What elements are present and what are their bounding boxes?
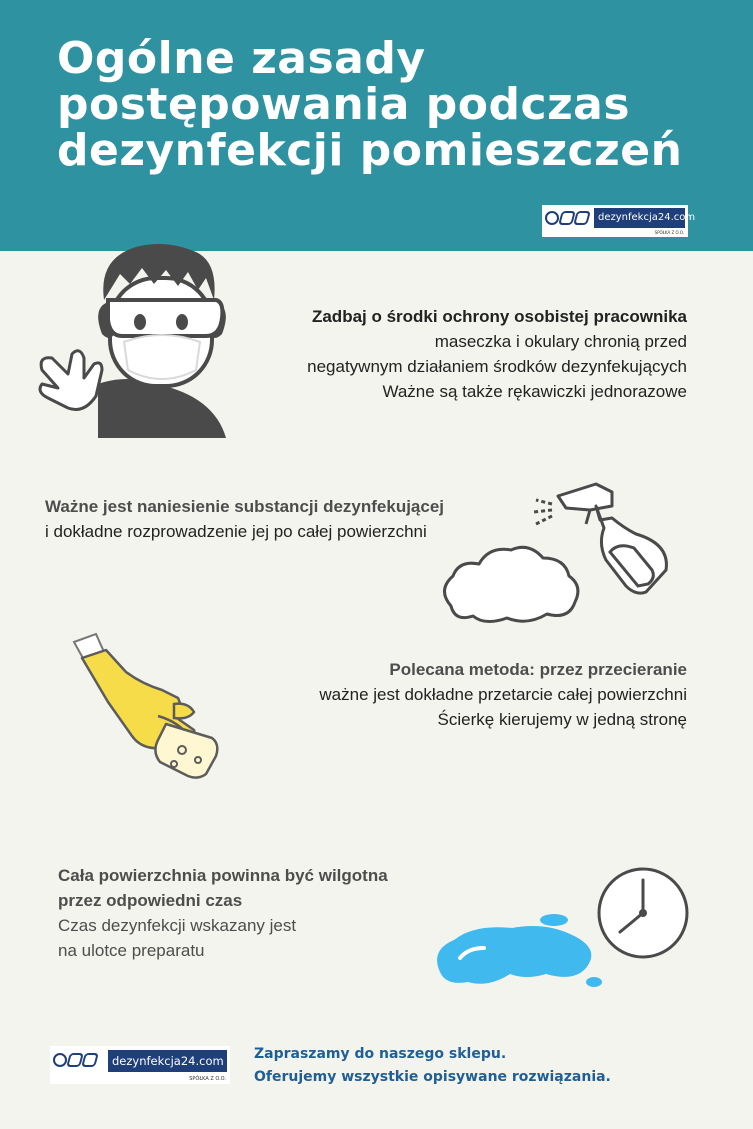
logo-mark-icon [545, 208, 590, 228]
gloved-hand-sponge-icon [70, 632, 226, 784]
logo-mark-icon [53, 1050, 98, 1070]
page-title [57, 33, 683, 176]
footer-invitation [254, 1043, 611, 1089]
section-line: negatywnym działaniem środków dezynfekujących [307, 357, 687, 376]
title-line: dezynfekcji pomieszczeń [57, 125, 683, 176]
foam-cloud-icon [437, 540, 583, 626]
water-puddle-icon [430, 914, 606, 990]
section-heading: Ważne jest naniesienie substancji dezynfekującej [45, 497, 445, 516]
section-wiping-method [319, 657, 687, 732]
footer-line: Oferujemy wszystkie opisywane rozwiązania. [254, 1069, 611, 1085]
section-line: maseczka i okulary chronią przed [434, 332, 687, 351]
section-heading: przez odpowiedni czas [58, 891, 243, 910]
section-line: i dokładne rozprowadzenie jej po całej powierzchni [45, 522, 427, 541]
section-contact-time [58, 863, 388, 963]
title-line: postępowania podczas [57, 79, 631, 130]
logo-text: dezynfekcja24.com [108, 1050, 227, 1072]
logo-subtext: SPÓŁKA Z O.O. [189, 1076, 226, 1082]
section-line: Ważne są także rękawiczki jednorazowe [382, 382, 687, 401]
section-heading: Zadbaj o środki ochrony osobistej pracownika [311, 307, 687, 326]
section-line: Ścierkę kierujemy w jedną stronę [437, 710, 687, 729]
section-heading: Polecana metoda: przez przecieranie [389, 660, 687, 679]
logo-text: dezynfekcja24.com [594, 208, 685, 228]
company-logo[interactable] [542, 205, 696, 237]
company-logo-footer[interactable] [50, 1046, 230, 1084]
section-line: na ulotce preparatu [58, 941, 205, 960]
section-apply-disinfectant [45, 494, 444, 544]
worker-with-mask-goggles-icon [28, 238, 238, 444]
section-line: Czas dezynfekcji wskazany jest [58, 916, 297, 935]
section-line: ważne jest dokładne przetarcie całej powierzchni [319, 685, 687, 704]
clock-icon [596, 866, 690, 960]
section-ppe [307, 304, 687, 404]
logo-subtext: SPÓŁKA Z O.O. [654, 230, 684, 235]
header-banner [0, 0, 753, 251]
footer-line: Zapraszamy do naszego sklepu. [254, 1046, 507, 1062]
section-heading: Cała powierzchnia powinna być wilgotna [58, 866, 388, 885]
title-line: Ogólne zasady [57, 33, 426, 84]
